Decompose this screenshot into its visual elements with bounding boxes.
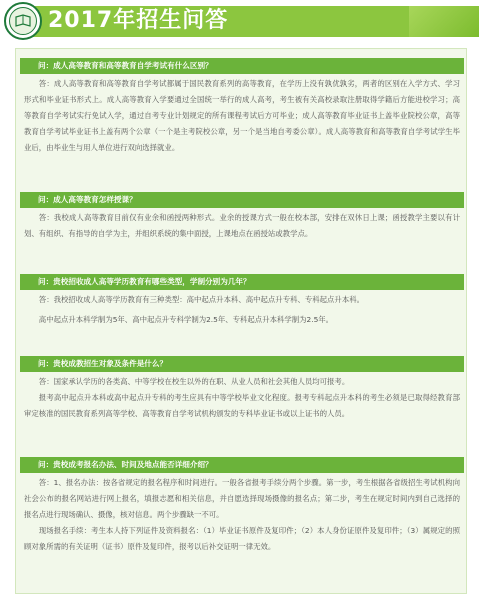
faq-answer — [20, 208, 464, 242]
emblem-book-icon — [14, 12, 32, 30]
faq-item-eligibility — [20, 356, 464, 422]
faq-item-types — [20, 274, 464, 328]
page-header — [0, 0, 479, 40]
faq-answer — [20, 372, 464, 422]
answer-paragraph: 现场报名手续：考生本人持下列证件及资料报名：（1）毕业证书原件及复印件；（2）本人身份证原件及复印件；（3）属规定的照顾对象所需的有关证明（证书）原件及复印件，报考以后补交证明一律无效。 — [24, 526, 460, 552]
faq-question: 问：成人高等教育和高等教育自学考试有什么区别？ — [20, 58, 464, 74]
page-title: 2017年招生问答 — [48, 8, 229, 33]
faq-question: 问：贵校招收成人高等学历教育有哪些类型，学制分别为几年？ — [20, 274, 464, 290]
answer-paragraph: 答：国家承认学历的各类高、中等学校在校生以外的在职、从业人员和社会其他人员均可报考。 — [38, 377, 350, 386]
faq-item-teaching — [20, 192, 464, 242]
answer-paragraph: 答：成人高等教育和高等教育自学考试都属于国民教育系列的高等教育，在学历上没有孰优孰劣，两者的区别在入学方式、学习形式和毕业证书形式上。成人高等教育入学要通过全国统一举行的成人高考，考生被有关高校录取注册取得学籍后方能进校学习；高等教育自学考试实行免试入学，通过自考专业计划规定的所有课程考试后方可毕业；成人高等教育毕业证书上盖毕业院校公章，高等教育自学考试毕业证书上盖有两个公章（一个是主考院校公章，另一个是当地自考委公章）。成人高等教育和高等教育自学考试学生毕业后，由毕业生与用人单位进行双向选择就业。 — [24, 79, 460, 153]
faq-item-registration — [20, 457, 464, 555]
faq-item-difference — [20, 58, 464, 156]
faq-answer — [20, 74, 464, 156]
faq-answer — [20, 473, 464, 555]
answer-paragraph: 报考高中起点升本科或高中起点升专科的考生应具有中等学校毕业文化程度。报考专科起点升本科的考生必须是已取得经教育部审定核准的国民教育系列高等学校、高等教育自学考试机构颁发的专科毕业证书或以上证书的人员。 — [24, 393, 460, 419]
answer-paragraph: 答：1、报名办法：按各省规定的报名程序和时间进行。一般各省报考手续分两个步骤。第一步，考生根据各省级招生考试机构向社会公布的报名网站进行网上报名，填报志愿和相关信息，并自愿选择现场摄像的报名点；第二步，考生在规定时间内到自己选择的报名点进行现场确认、摄像，核对信息。两个步骤缺一不可。 — [24, 478, 460, 520]
faq-question: 问：成人高等教育怎样授课？ — [20, 192, 464, 208]
answer-paragraph: 答：我校招收成人高等学历教育有三种类型：高中起点升本科、高中起点升专科、专科起点升本科。 — [38, 295, 364, 304]
faq-panel — [15, 48, 467, 594]
answer-paragraph: 答：我校成人高等教育目前仅有业余和函授两种形式。业余的授课方式一般在校本部，安排在双休日上课；函授教学主要以有计划、有组织、有指导的自学为主，并组织系统的集中面授，上课地点在函授站或教学点。 — [24, 213, 460, 239]
school-emblem-icon — [4, 2, 42, 40]
faq-question: 问：贵校成教招生对象及条件是什么？ — [20, 356, 464, 372]
faq-question: 问：贵校成考报名办法、时间及地点能否详细介绍？ — [20, 457, 464, 473]
faq-answer — [20, 290, 464, 328]
answer-paragraph: 高中起点升本科学制为5年、高中起点升专科学制为2.5年、专科起点升本科学制为2.5年。 — [38, 315, 334, 325]
